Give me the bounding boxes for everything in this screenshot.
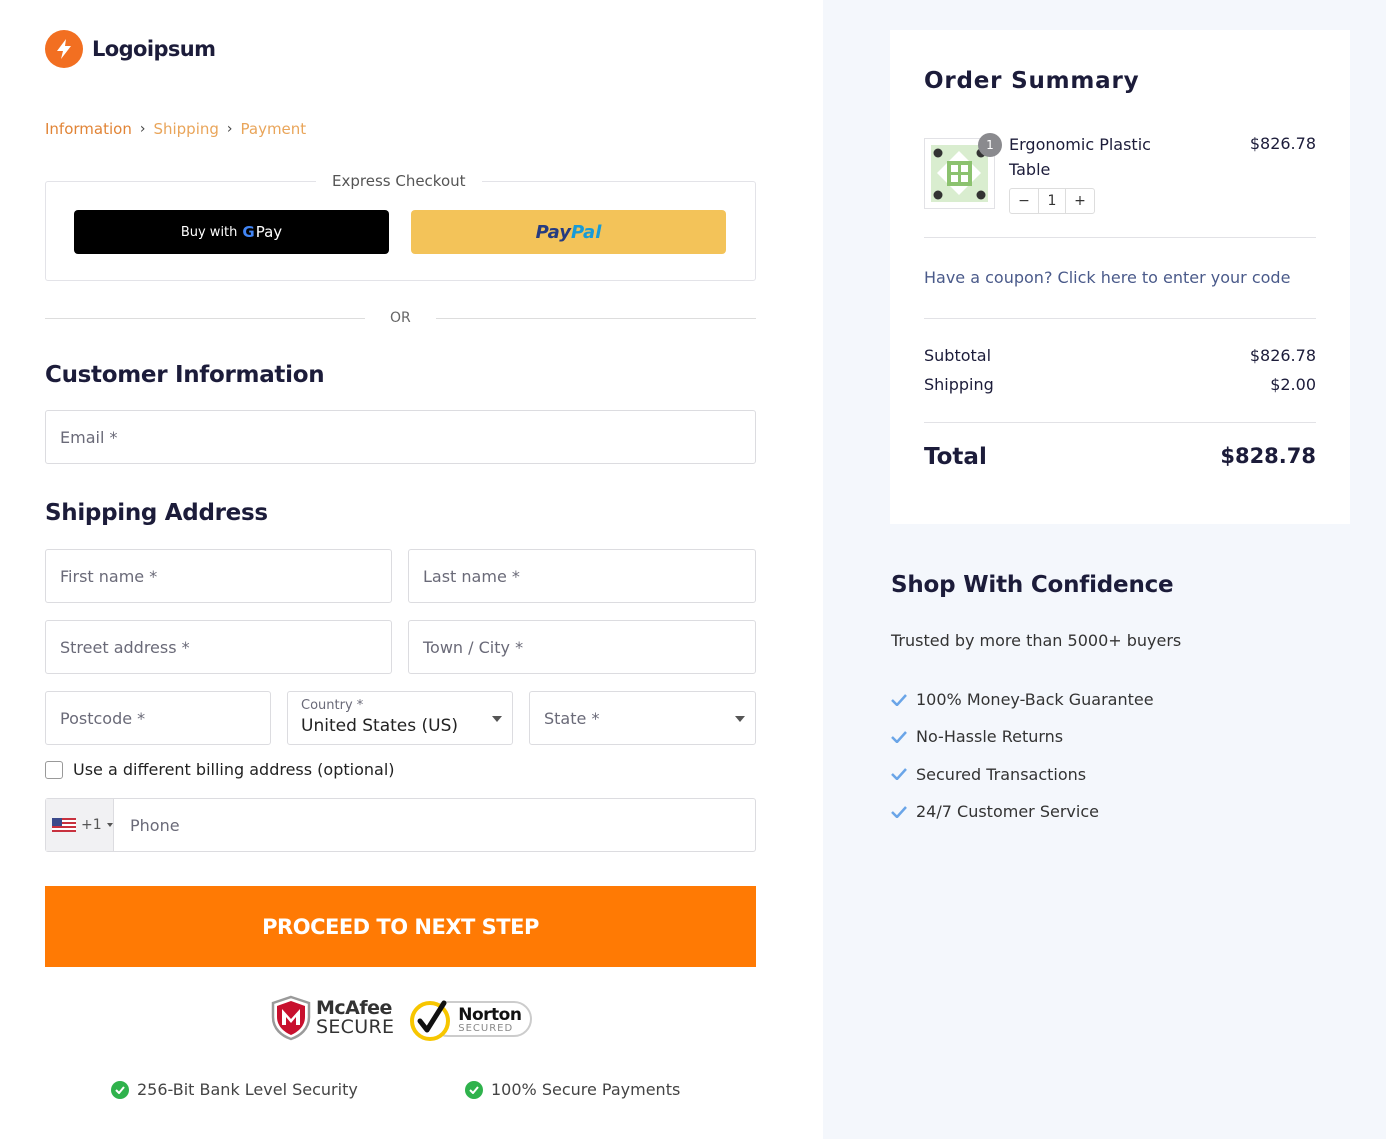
order-summary-title: Order Summary xyxy=(924,68,1140,94)
confidence-item-label: Secured Transactions xyxy=(916,764,1087,784)
security-item xyxy=(111,1080,358,1099)
breadcrumb-shipping[interactable]: Shipping xyxy=(153,120,219,138)
checkmark-icon xyxy=(891,694,907,706)
express-checkout-legend: Express Checkout xyxy=(316,172,482,190)
mcafee-secure-badge xyxy=(270,995,394,1041)
checkmark-icon xyxy=(891,768,907,780)
mcafee-secure-text: SECURE xyxy=(316,1016,395,1038)
product-name: Ergonomic Plastic Table xyxy=(1009,135,1151,179)
confidence-item-label: 100% Money-Back Guarantee xyxy=(916,690,1154,710)
state-select[interactable] xyxy=(529,691,756,745)
trust-badges xyxy=(270,995,532,1041)
street-address-field[interactable] xyxy=(45,620,392,674)
proceed-to-next-step-button[interactable]: PROCEED TO NEXT STEP xyxy=(45,886,756,967)
total-value: $828.78 xyxy=(1220,444,1316,468)
mcafee-shield-icon xyxy=(270,995,312,1041)
shop-with-confidence-heading: Shop With Confidence xyxy=(891,572,1174,598)
order-summary-card xyxy=(890,30,1350,524)
list-item xyxy=(891,681,1154,718)
town-city-field[interactable] xyxy=(408,620,756,674)
lightning-bolt-icon xyxy=(45,30,83,68)
paypal-logo-part1: Pay xyxy=(535,221,571,243)
chevron-right-icon: › xyxy=(139,121,146,137)
norton-secured-badge xyxy=(408,995,532,1041)
breadcrumb-information[interactable]: Information xyxy=(45,120,132,138)
google-g-icon: G xyxy=(242,223,255,241)
dropdown-caret-icon xyxy=(492,716,502,722)
breadcrumb-payment[interactable]: Payment xyxy=(240,120,307,138)
norton-checkmark-icon xyxy=(408,997,452,1041)
mcafee-name: McAfee xyxy=(316,997,392,1019)
country-select[interactable] xyxy=(287,691,513,745)
security-item xyxy=(465,1080,680,1099)
gpay-pay-text: Pay xyxy=(255,223,283,241)
billing-address-label: Use a different billing address (optional) xyxy=(73,760,395,779)
brand-name: Logoipsum xyxy=(92,37,216,61)
list-item xyxy=(891,718,1154,755)
phone-placeholder: Phone xyxy=(130,815,180,835)
phone-country-code: +1 xyxy=(81,817,102,833)
shipping-value: $2.00 xyxy=(1270,375,1316,394)
or-label: OR xyxy=(390,310,411,326)
security-item-label: 100% Secure Payments xyxy=(491,1080,681,1099)
list-item xyxy=(891,793,1154,830)
divider-line xyxy=(45,318,365,319)
increase-quantity-button[interactable]: + xyxy=(1074,193,1086,209)
us-flag-icon xyxy=(52,818,76,832)
shipping-address-heading: Shipping Address xyxy=(45,500,268,526)
country-value: United States (US) xyxy=(301,716,459,736)
google-pay-button[interactable] xyxy=(74,210,389,254)
check-circle-icon xyxy=(111,1081,129,1099)
brand-logo[interactable] xyxy=(45,30,215,68)
norton-name: Norton xyxy=(458,1005,522,1025)
quantity-stepper xyxy=(1009,188,1095,214)
checkmark-icon xyxy=(891,806,907,818)
or-divider xyxy=(45,308,756,328)
billing-address-checkbox[interactable] xyxy=(45,761,63,779)
subtotal-label: Subtotal xyxy=(924,346,992,365)
express-checkout-box xyxy=(45,172,756,281)
gpay-prefix: Buy with xyxy=(180,224,238,240)
dropdown-caret-icon xyxy=(107,823,113,827)
first-name-field[interactable] xyxy=(45,549,392,603)
quantity-value[interactable]: 1 xyxy=(1038,189,1066,213)
last-name-placeholder: Last name * xyxy=(423,566,520,586)
postcode-field[interactable] xyxy=(45,691,271,745)
paypal-logo-part2: Pal xyxy=(571,221,602,243)
first-name-placeholder: First name * xyxy=(60,566,158,586)
confidence-list xyxy=(891,681,1154,830)
phone-field-group xyxy=(45,798,756,852)
paypal-button[interactable] xyxy=(411,210,726,254)
last-name-field[interactable] xyxy=(408,549,756,603)
divider xyxy=(924,422,1316,423)
email-placeholder: Email * xyxy=(60,427,118,447)
confidence-item-label: No-Hassle Returns xyxy=(916,727,1064,747)
postcode-placeholder: Postcode * xyxy=(60,708,146,728)
email-field[interactable] xyxy=(45,410,756,464)
check-circle-icon xyxy=(465,1081,483,1099)
security-item-label: 256-Bit Bank Level Security xyxy=(137,1080,358,1099)
subtotal-value: $826.78 xyxy=(1249,346,1316,365)
customer-information-heading: Customer Information xyxy=(45,362,325,388)
coupon-link[interactable]: Have a coupon? Click here to enter your code xyxy=(924,268,1291,287)
chevron-right-icon: › xyxy=(226,121,233,137)
state-placeholder: State * xyxy=(544,708,600,728)
dropdown-caret-icon xyxy=(735,716,745,722)
shipping-label: Shipping xyxy=(924,375,994,394)
divider xyxy=(924,237,1316,238)
country-code-selector[interactable] xyxy=(46,799,114,851)
divider xyxy=(924,318,1316,319)
phone-input[interactable] xyxy=(114,799,755,851)
quantity-badge: 1 xyxy=(978,133,1002,157)
town-city-placeholder: Town / City * xyxy=(423,637,524,657)
divider-line xyxy=(436,318,756,319)
confidence-item-label: 24/7 Customer Service xyxy=(916,802,1099,822)
decrease-quantity-button[interactable]: − xyxy=(1018,193,1030,209)
total-label: Total xyxy=(924,444,987,470)
checkmark-icon xyxy=(891,731,907,743)
street-address-placeholder: Street address * xyxy=(60,637,190,657)
norton-secured-text: SECURED xyxy=(458,1023,514,1034)
breadcrumb xyxy=(45,120,306,138)
billing-address-option[interactable] xyxy=(45,760,395,779)
confidence-subtitle: Trusted by more than 5000+ buyers xyxy=(891,631,1182,650)
list-item xyxy=(891,756,1154,793)
product-price: $826.78 xyxy=(1249,134,1316,153)
country-label: Country * xyxy=(301,698,364,713)
